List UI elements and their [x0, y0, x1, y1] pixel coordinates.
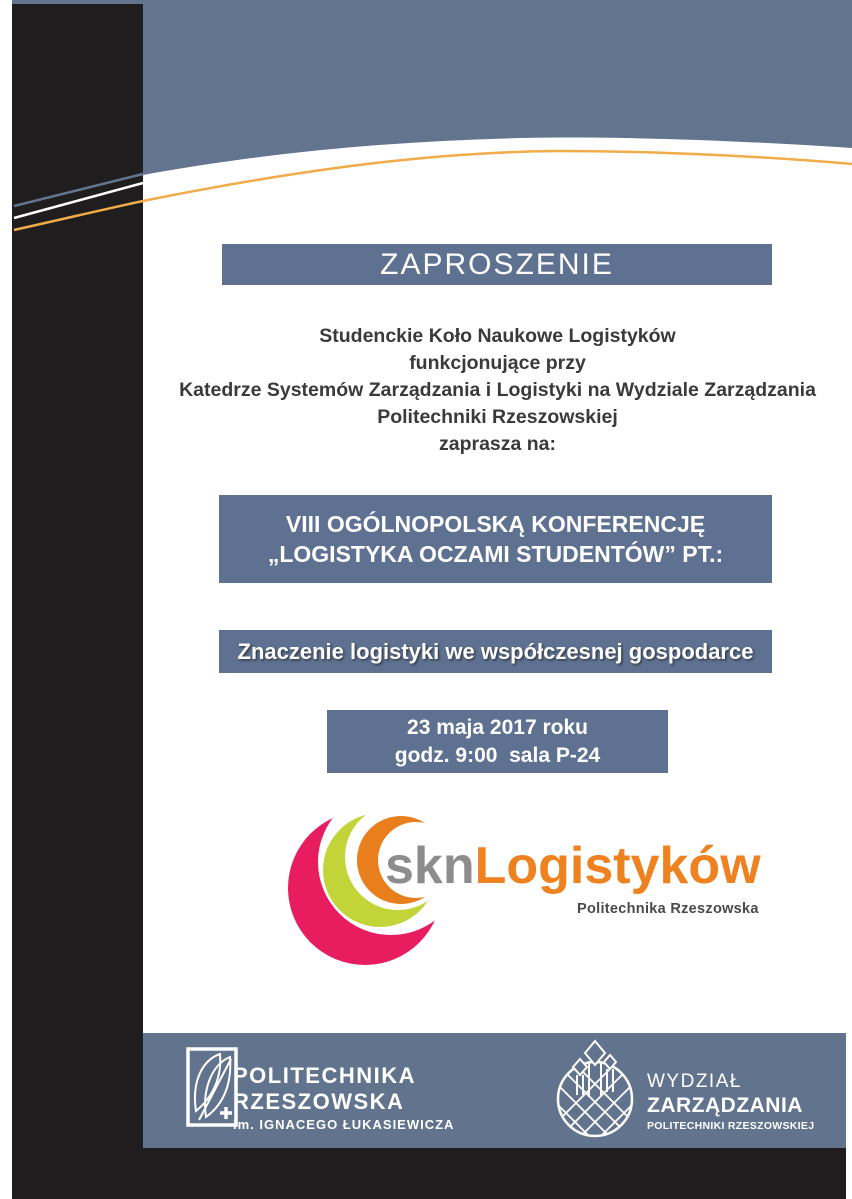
university-name-line1: POLITECHNIKA [233, 1063, 416, 1088]
university-name-line2: RZESZOWSKA [233, 1089, 405, 1114]
logo-caption: Politechnika Rzeszowska [577, 901, 759, 917]
conference-line-1: VIII OGÓLNOPOLSKĄ KONFERENCJĘ [285, 511, 706, 537]
faculty-line1: WYDZIAŁ [647, 1071, 742, 1092]
intro-line-5: zaprasza na: [438, 433, 557, 455]
logo-prefix: skn [385, 837, 475, 895]
intro-line-2: funkcjonujące przy [409, 352, 586, 374]
intro-line-1: Studenckie Koło Naukowe Logistyków [319, 325, 676, 347]
banner-title-text: ZAPROSZENIE [380, 247, 614, 281]
orange-curve-line [14, 151, 852, 230]
intro-paragraph [143, 323, 852, 458]
skn-logo-wordmark [385, 836, 761, 896]
university-patron: im. IGNACEGO ŁUKASIEWICZA [233, 1117, 455, 1132]
conference-line-2: „LOGISTYKA OCZAMI STUDENTÓW” PT.: [267, 541, 724, 567]
intro-line-4: Politechniki Rzeszowskiej [377, 406, 618, 428]
event-time-room: godz. 9:00 sala P-24 [394, 743, 601, 767]
politechnika-rzeszowska-logo-icon [186, 1047, 238, 1127]
header-blue-shape [143, 0, 852, 175]
bottom-black-band [12, 1148, 846, 1199]
faculty-line3: POLITECHNIKI RZESZOWSKIEJ [647, 1120, 815, 1132]
wydzial-zarzadzania-emblem-icon [550, 1037, 640, 1142]
faculty-name-block [647, 1070, 814, 1132]
university-name-block [233, 1063, 454, 1132]
event-date: 23 maja 2017 roku [407, 715, 588, 739]
faculty-line2: ZARZĄDZANIA [647, 1094, 803, 1117]
logo-name: Logistyków [474, 837, 761, 895]
intro-line-3: Katedrze Systemów Zarządzania i Logistyki na Wydziale Zarządzania [179, 379, 816, 401]
event-details-box [327, 710, 668, 773]
conference-title-box [219, 495, 772, 583]
topic-bar [219, 630, 772, 673]
banner-title-bar [222, 244, 772, 285]
topic-text: Znaczenie logistyki we współczesnej gospodarce [237, 638, 754, 664]
